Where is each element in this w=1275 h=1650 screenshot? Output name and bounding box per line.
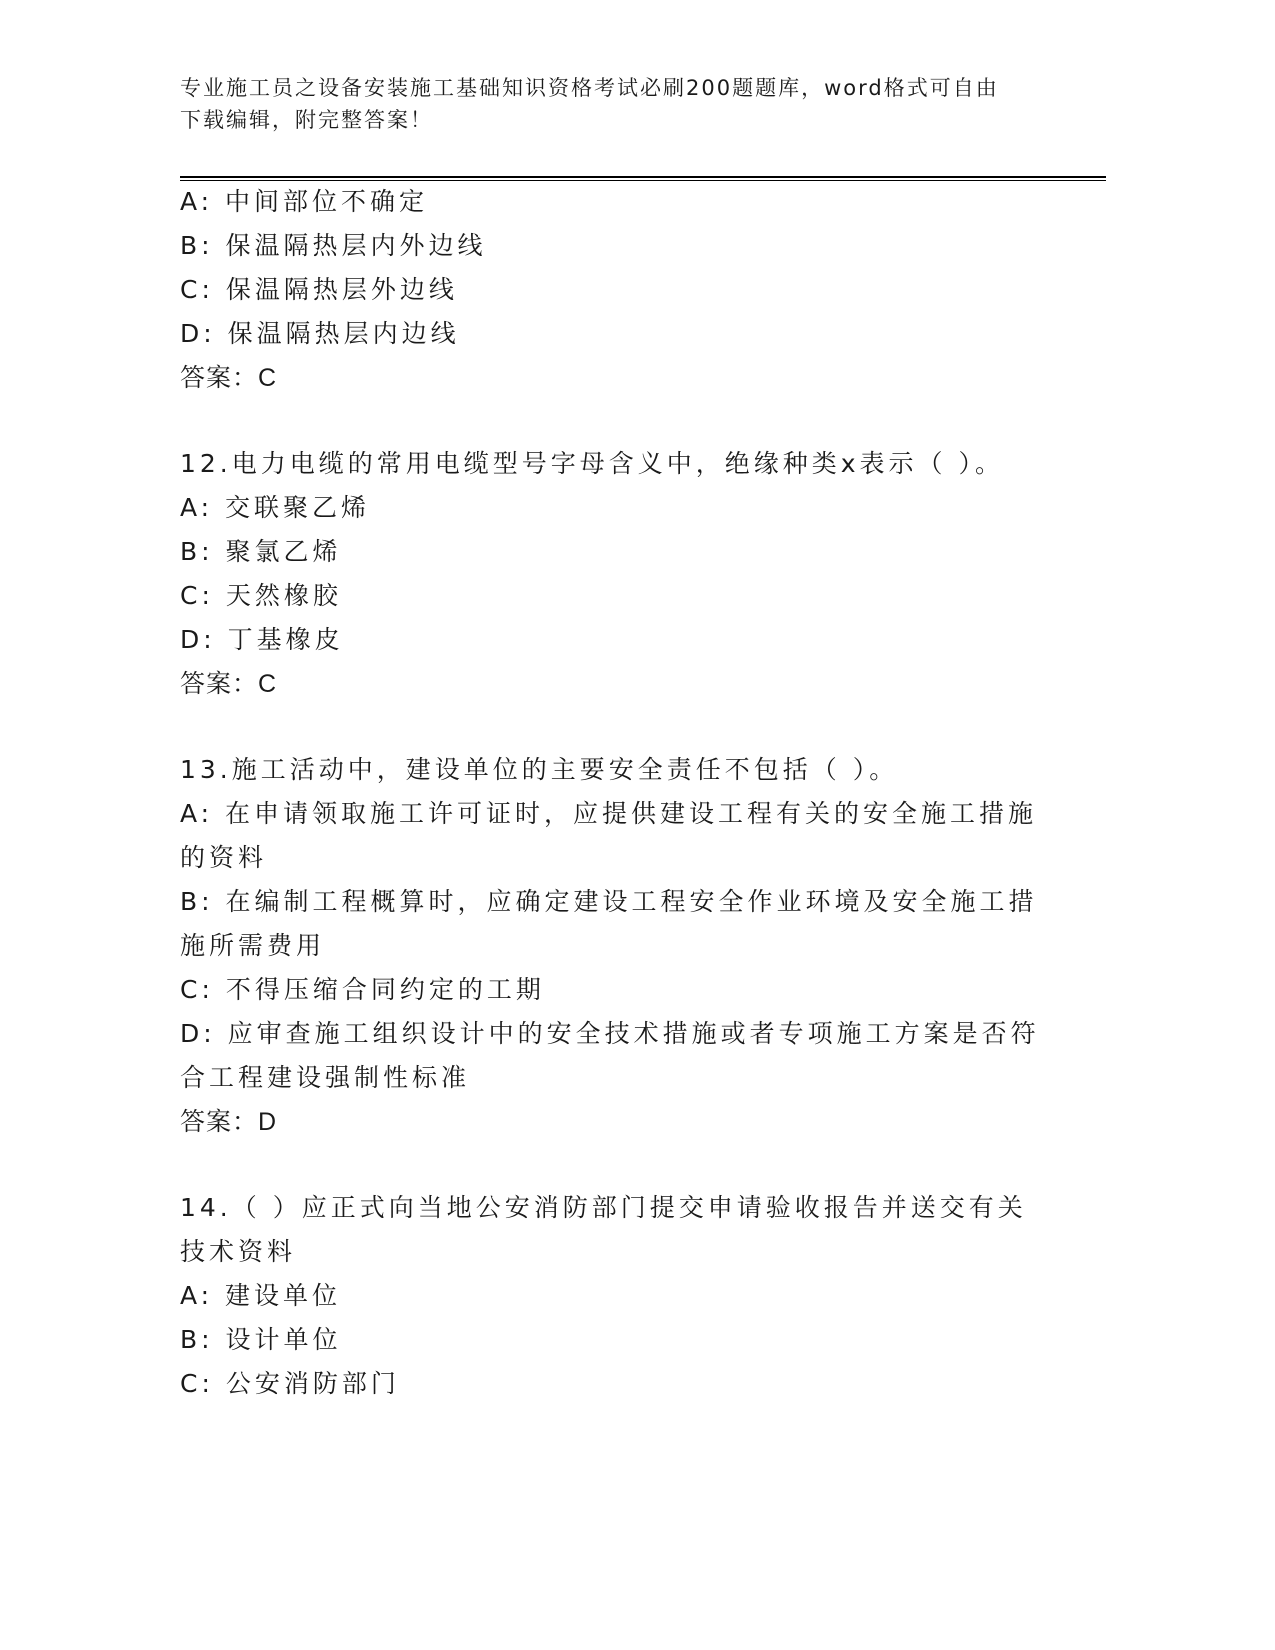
option-c: C: 不得压缩合同约定的工期 <box>180 975 545 1004</box>
question-block-14 <box>180 1186 1040 1406</box>
question-text: 13.施工活动中，建设单位的主要安全责任不包括（ ）。 <box>180 755 899 784</box>
option-c: C: 天然橡胶 <box>180 581 342 610</box>
option-a: A: 中间部位不确定 <box>180 187 429 216</box>
option-a: A: 在申请领取施工许可证时，应提供建设工程有关的安全施工措施的资料 <box>180 799 1038 872</box>
option-b: B: 设计单位 <box>180 1325 342 1354</box>
option-d: D: 丁基橡皮 <box>180 625 344 654</box>
option-a: A: 建设单位 <box>180 1281 342 1310</box>
option-b: B: 在编制工程概算时，应确定建设工程安全作业环境及安全施工措施所需费用 <box>180 887 1038 960</box>
page-header <box>180 72 1050 136</box>
header-title-line-2: 下载编辑，附完整答案！ <box>180 108 433 132</box>
option-c: C: 公安消防部门 <box>180 1369 400 1398</box>
option-b: B: 聚氯乙烯 <box>180 537 342 566</box>
option-a: A: 交联聚乙烯 <box>180 493 371 522</box>
option-c: C: 保温隔热层外边线 <box>180 275 458 304</box>
question-block-11 <box>180 180 1040 400</box>
question-text: 12.电力电缆的常用电缆型号字母含义中，绝缘种类x表示（ ）。 <box>180 449 1005 478</box>
option-b: B: 保温隔热层内外边线 <box>180 231 487 260</box>
question-text: 14.（ ）应正式向当地公安消防部门提交申请验收报告并送交有关技术资料 <box>180 1193 1027 1266</box>
option-d: D: 应审查施工组织设计中的安全技术措施或者专项施工方案是否符合工程建设强制性标准 <box>180 1019 1040 1092</box>
answer-line: 答案：D <box>180 1108 278 1136</box>
answer-line: 答案：C <box>180 670 278 698</box>
option-d: D: 保温隔热层内边线 <box>180 319 460 348</box>
answer-line: 答案：C <box>180 364 278 392</box>
question-block-12 <box>180 442 1040 706</box>
header-title-line-1: 专业施工员之设备安装施工基础知识资格考试必刷200题题库，word格式可自由 <box>180 76 999 100</box>
question-list <box>180 180 1040 1406</box>
question-block-13 <box>180 748 1040 1144</box>
